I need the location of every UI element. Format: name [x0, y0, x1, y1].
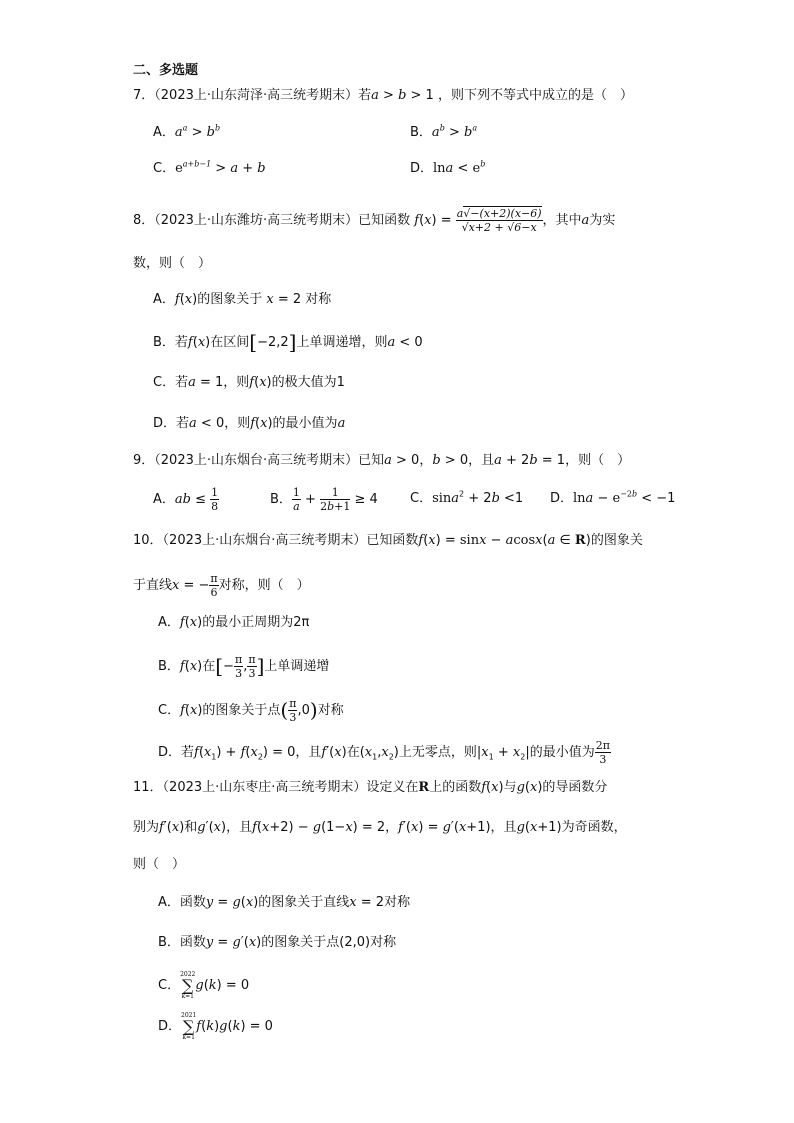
question-7-option-b: B．$a^b > b^a$	[410, 123, 478, 140]
question-10-option-c: C．f(x)的图象关于点( $\frac{\pi}{3}$ ,0)对称	[158, 697, 344, 724]
question-7-option-a: A．$a^a > b^b$	[153, 123, 221, 140]
question-10-option-d: D．若$f(x_1) + f(x_2) = 0$，且f′(x)在$(x_1,x_2)$上无零点，则$|x_1 + x_2|$的最小值为 $\frac{2\pi}{3}$	[158, 739, 610, 766]
question-7-option-d: D．$\ln a < e^b$	[410, 159, 486, 176]
question-8-stem-line2: 数，则（ ）	[133, 256, 212, 271]
question-8-option-a: A．f(x)的图象关于 x = 2 对称	[153, 292, 332, 307]
question-11-option-b: B．函数y = g′(x)的图象关于点(2,0)对称	[158, 935, 397, 950]
question-7-stem: 7．（2023上·山东菏泽·高三统考期末）若a > b > 1 ，则下列不等式中成立的是（ ）	[133, 88, 633, 103]
question-8-option-c: C．若a = 1，则f(x)的极大值为1	[153, 375, 345, 390]
question-8-option-d: D．若a < 0，则f(x)的最小值为a	[153, 416, 346, 431]
question-9-option-d: D．$\ln a - e^{-2b} < -1$	[550, 489, 676, 506]
question-9-option-a: A．ab ≤ $\frac{1}{8}$	[153, 486, 219, 513]
question-9-option-c: C．sina$^2$ + 2b <1	[410, 489, 524, 506]
question-10-stem-line2: 于直线x = − $\frac{\pi}{6}$ 对称，则（ ）	[133, 572, 310, 599]
question-7-option-c: C．$e^{a+b-1} > a + b$	[153, 159, 266, 176]
question-11-stem-line3: 则（ ）	[133, 857, 186, 872]
question-8-stem: 8．（2023上·山东潍坊·高三统考期末）已知函数 f(x) = $\frac{a√-(x+2)(x-6)}{√x+2 + √6-x}$ ，其中a为实	[133, 207, 616, 234]
question-9-stem: 9．（2023上·山东烟台·高三统考期末）已知a > 0，b > 0，且a + 2b = 1，则（ ）	[133, 453, 631, 468]
question-11-stem: 11．（2023上·山东枣庄·高三统考期末）设定义在R上的函数f(x)与g(x)的导函数分	[133, 780, 608, 795]
question-11-option-d: D． 2021 ∑ k=1 f(k)g(k) = 0	[158, 1012, 273, 1041]
question-10-stem: 10．（2023上·山东烟台·高三统考期末）已知函数f(x) = sinx − acosx(a ∈ R)的图象关	[133, 533, 643, 548]
question-11-stem-line2: 别为f′(x)和g′(x)，且f(x+2) − g(1−x) = 2，f′(x) = g′(x+1)，且g(x+1)为奇函数，	[133, 820, 627, 835]
question-10-option-a: A．f(x)的最小正周期为2π	[158, 615, 310, 630]
question-10-option-b: B．f(x)在[− $\frac{\pi}{3}$ , $\frac{\pi}{3}$ ]上单调递增	[158, 653, 330, 680]
section-heading: 二、多选题	[133, 63, 199, 78]
question-11-option-a: A．函数y = g(x)的图象关于直线x = 2对称	[158, 895, 411, 910]
question-8-option-b: B．若f(x)在区间[−2,2]上单调递增，则a < 0	[153, 330, 423, 354]
question-11-option-c: C． 2022 ∑ k=1 g(k) = 0	[158, 971, 250, 1000]
question-9-option-b: B． $\frac{1}{a}$ + $\frac{1}{2b+1}$ ≥ 4	[270, 486, 378, 513]
